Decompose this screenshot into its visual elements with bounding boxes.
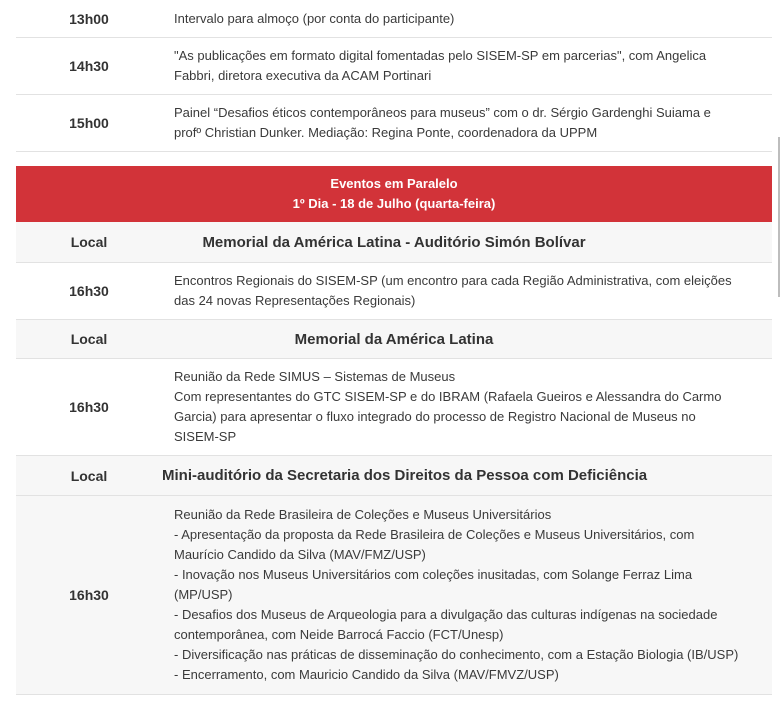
session-time: 16h30: [69, 587, 109, 603]
session-description: [162, 103, 772, 143]
session-time: 16h30: [69, 283, 109, 299]
table-row: [16, 38, 772, 95]
description-line: Reunião da Rede Brasileira de Coleções e Museus Universitários: [174, 507, 552, 522]
location-row: [16, 222, 772, 263]
description-line: - Apresentação da proposta da Rede Brasileira de Coleções e Museus Universitários, com: [174, 527, 695, 542]
location-row: [16, 456, 772, 496]
description-line: profº Christian Dunker. Mediação: Regina Ponte, coordenadora da UPPM: [174, 125, 598, 140]
session-description: [162, 367, 772, 447]
location-title: Memorial da América Latina: [294, 330, 494, 348]
description-line: SISEM-SP: [174, 429, 237, 444]
banner-title: Eventos em Paralelo: [330, 176, 458, 191]
table-row: [16, 359, 772, 456]
description-line: (MP/USP): [174, 587, 233, 602]
session-time: 13h00: [69, 10, 109, 27]
description-line: das 24 novas Representações Regionais): [174, 293, 416, 308]
description-line: "As publicações em formato digital fomentadas pelo SISEM-SP em parcerias", com Angelica: [174, 48, 707, 63]
table-row: [16, 263, 772, 320]
description-line: Painel “Desafios éticos contemporâneos para museus” com o dr. Sérgio Gardenghi Suiama e: [174, 105, 711, 120]
table-row: [16, 496, 772, 695]
location-label: Local: [70, 467, 108, 484]
location-label: Local: [70, 331, 108, 347]
session-description: [162, 505, 772, 685]
table-row: [16, 95, 772, 152]
description-line: Com representantes do GTC SISEM-SP e do IBRAM (Rafaela Gueiros e Alessandra do Carmo: [174, 389, 722, 404]
table-row: [16, 0, 772, 38]
session-time: 16h30: [69, 399, 109, 415]
description-line: Garcia) para apresentar o fluxo integrado do processo de Registro Nacional de Museus no: [174, 409, 696, 424]
description-line: Maurício Candido da Silva (MAV/FMZ/USP): [174, 547, 426, 562]
section-spacer: [16, 152, 772, 166]
description-line: - Inovação nos Museus Universitários com coleções inusitadas, com Solange Ferraz Lima: [174, 567, 693, 582]
location-title: Memorial da América Latina - Auditório Simón Bolívar: [202, 233, 586, 251]
description-line: Fabbri, diretora executiva da ACAM Portinari: [174, 68, 432, 83]
description-line: Intervalo para almoço (por conta do participante): [174, 10, 455, 26]
description-line: contemporânea, com Neide Barrocá Faccio (FCT/Unesp): [174, 627, 504, 642]
description-line: - Desafios dos Museus de Arqueologia para a divulgação das culturas indígenas na sociedade: [174, 607, 718, 622]
session-description: [162, 9, 772, 29]
description-line: - Diversificação nas práticas de disseminação do conhecimento, com a Estação Biologia (IB/USP): [174, 647, 739, 662]
description-line: - Encerramento, com Mauricio Candido da Silva (MAV/FMVZ/USP): [174, 667, 559, 682]
session-time: 15h00: [69, 115, 109, 131]
session-description: [162, 271, 772, 311]
banner-date: 1º Dia - 18 de Julho (quarta-feira): [292, 196, 496, 211]
location-title: Mini-auditório da Secretaria dos Direitos da Pessoa com Deficiência: [162, 467, 648, 484]
session-time: 14h30: [69, 58, 109, 74]
location-label: Local: [70, 234, 108, 250]
location-row: [16, 320, 772, 359]
description-line: Encontros Regionais do SISEM-SP (um encontro para cada Região Administrativa, com eleições: [174, 273, 732, 288]
parallel-events-banner: [16, 166, 772, 222]
description-line: Reunião da Rede SIMUS – Sistemas de Museus: [174, 369, 456, 384]
session-description: [162, 46, 772, 86]
schedule-table: [16, 0, 772, 695]
